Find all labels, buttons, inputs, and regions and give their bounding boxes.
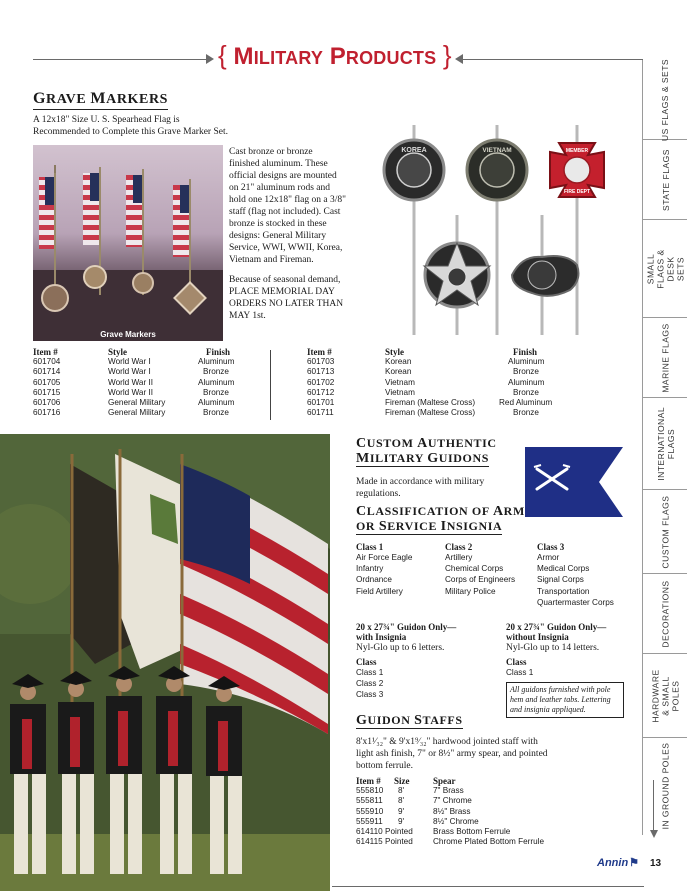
- staffs-table: Item # Size Spear 555810 8' 7" Brass 555811 8' 7" Chrome 555910 9' 8½" Brass 555911 9' 8½" Chrome 614110 Pointed Brass Bottom Ferrule 614115 Pointed Chrome Plated Bottom Ferrule: [356, 776, 636, 847]
- list-item: Chemical Corps: [445, 564, 504, 574]
- color-guard-illustration: [0, 434, 330, 891]
- list-item: Class 2: [356, 679, 384, 689]
- tab-custom-flags[interactable]: CUSTOM FLAGS: [643, 490, 687, 574]
- tab-hardware[interactable]: HARDWARE & SMALL POLES: [643, 654, 687, 738]
- svg-text:MEMBER: MEMBER: [565, 148, 589, 154]
- grave-markers-table-right: Item # Style Finish 601703 Korean Aluminum 601713 Korean Bronze 601702 Vietnam Aluminum 601712 Vietnam Bronze 601701 Fireman (Maltese Cross) Red Aluminum 601711 Fireman (Maltese Cross) Bronze: [307, 347, 567, 418]
- list-item: Infantry: [356, 564, 384, 574]
- ww2-star-marker: [424, 243, 490, 307]
- list-item: Class 3: [356, 690, 384, 700]
- vietnam-marker: [467, 140, 527, 200]
- grave-marker-products: [372, 125, 642, 335]
- header-rule-left: [33, 59, 208, 60]
- guidon-flag-illustration: [525, 447, 623, 517]
- guidon-note: All guidons furnished with pole hem and leather tabs. Lettering and insignia appliqued.: [506, 682, 624, 718]
- list-item: Class 1: [506, 668, 534, 677]
- tab-in-ground-poles[interactable]: IN GROUND POLES: [660, 742, 671, 829]
- list-item: Signal Corps: [537, 575, 584, 585]
- table-row: 601701 Fireman (Maltese Cross) Red Aluminum: [307, 397, 553, 407]
- table-row: 555911 9' 8½" Chrome: [356, 816, 479, 826]
- table-row: 601702 Vietnam Aluminum: [307, 377, 545, 387]
- table-row: 555910 9' 8½" Brass: [356, 806, 471, 816]
- tab-us-flags[interactable]: US FLAGS & SETS: [643, 60, 687, 140]
- svg-text:FIRE DEPT: FIRE DEPT: [563, 189, 591, 195]
- tab-small-flags[interactable]: SMALL FLAGS & DESK SETS: [643, 220, 687, 318]
- table-row: 601705 World War II Aluminum: [33, 377, 235, 387]
- list-item: Quartermaster Corps: [537, 597, 614, 607]
- page-number: 13: [650, 858, 662, 869]
- list-item: Air Force Eagle: [356, 553, 413, 562]
- table-row: 601703 Korean Aluminum: [307, 357, 545, 367]
- class-2-list: Class 2 Artillery Chemical Corps Corps of Engineers Military Police: [445, 542, 537, 597]
- general-military-marker: [512, 256, 578, 296]
- page-title: { MILITARY PRODUCTS }: [218, 40, 452, 70]
- grave-markers-heading: GRAVE MARKERS: [33, 90, 168, 110]
- list-item: Medical Corps: [537, 564, 590, 574]
- table-row: 601711 Fireman (Maltese Cross) Bronze: [307, 408, 539, 418]
- staffs-description: 8'x1¹⁄₃₂" & 9'x1⁹⁄₃₂" hardwood jointed staff with light ash finish, 7" or 8½" army spear, and pointed bottom ferrule.: [356, 737, 548, 771]
- tabs-down-arrow-icon: [650, 830, 658, 838]
- section-tabs: [642, 60, 687, 835]
- annin-logo: Annin⚑: [597, 857, 640, 869]
- grave-markers-table-left: Item # Style Finish 601704 World War I Aluminum 601714 World War I Bronze 601705 World War II Aluminum 601715 World War II Bronze 601706 General Military Aluminum 601716 General Military Bronze: [33, 347, 273, 418]
- table-row: 601715 World War II Bronze: [33, 387, 229, 397]
- guidons-made: Made in accordance with military regulations.: [356, 477, 485, 499]
- list-item: Artillery: [445, 553, 473, 562]
- footer-rule: [332, 886, 644, 887]
- table-row: 601704 World War I Aluminum: [33, 357, 235, 367]
- table-row: 601714 World War I Bronze: [33, 367, 229, 377]
- photo-caption: Grave Markers: [100, 330, 156, 339]
- guidon-with-insignia: 20 x 27¾" Guidon Only— with Insignia Nyl-Glo up to 6 letters. Class Class 1 Class 2 Class 3: [356, 622, 496, 701]
- tab-decorations[interactable]: DECORATIONS: [643, 574, 687, 654]
- guidons-heading: CUSTOM AUTHENTIC MILITARY GUIDONS: [356, 436, 497, 466]
- header-arrow-right-icon: [206, 54, 214, 64]
- table-row: 555810 8' 7" Brass: [356, 786, 464, 796]
- classification-heading: CLASSIFICATION OF ARM OR SERVICE INSIGNIA: [356, 504, 525, 534]
- class-1-list: Class 1 Air Force Eagle Infantry Ordnance Field Artillery: [356, 542, 446, 597]
- color-guard-photo: [0, 434, 330, 891]
- guidon-staffs-heading: GUIDON STAFFS: [356, 713, 463, 728]
- tab-international-flags[interactable]: INTERNATIONAL FLAGS: [643, 398, 687, 490]
- table-divider: [270, 350, 271, 420]
- grave-intro: A 12x18" Size U. S. Spearhead Flag is Recommended to Complete this Grave Marker Set.: [33, 115, 228, 137]
- class-3-list: Class 3 Armor Medical Corps Signal Corps Transportation Quartermaster Corps: [537, 542, 637, 608]
- tab-marine-flags[interactable]: MARINE FLAGS: [643, 318, 687, 398]
- fireman-marker: [550, 143, 604, 197]
- list-item: Transportation: [537, 586, 590, 596]
- table-row: 601713 Korean Bronze: [307, 367, 539, 377]
- table-row: 601706 General Military Aluminum: [33, 397, 235, 407]
- list-item: Armor: [537, 553, 560, 562]
- list-item: Field Artillery: [356, 586, 403, 596]
- table-row: 601712 Vietnam Bronze: [307, 387, 539, 397]
- svg-text:KOREA: KOREA: [401, 147, 427, 154]
- grave-markers-photo: [33, 145, 223, 341]
- tab-state-flags[interactable]: STATE FLAGS: [643, 140, 687, 220]
- grave-markers-illustration: [33, 145, 223, 341]
- list-item: Ordnance: [356, 575, 392, 585]
- list-item: Corps of Engineers: [445, 575, 516, 585]
- table-row: 555811 8' 7" Chrome: [356, 796, 472, 806]
- list-item: Class 1: [356, 668, 384, 677]
- tabs-down-stem: [653, 780, 654, 832]
- list-item: Military Police: [445, 586, 496, 596]
- korea-marker: [384, 140, 444, 200]
- table-row: 614115 Pointed Chrome Plated Bottom Ferrule: [356, 837, 545, 847]
- header-rule-right: [463, 59, 643, 60]
- svg-text:VIETNAM: VIETNAM: [482, 147, 512, 154]
- grave-description: Cast bronze or bronze finished aluminum. These official designs are mounted on 21" aluminum rods and hold one 12x18" flag on a 3/8" staff (flag not included). Cast bronze is stocked in these designs: General Military Service, WWI, WWII, Korea, Vietnam and Fireman. Because of seasonal demand, PLACE MEMORIAL DAY ORDERS NO LATER THAN MAY 1st.: [229, 147, 346, 321]
- header-arrow-left-icon: [455, 54, 463, 64]
- table-row: 601716 General Military Bronze: [33, 408, 229, 418]
- guidon-without-insignia: 20 x 27¾" Guidon Only— without Insignia Nyl-Glo up to 14 letters. Class Class 1: [506, 622, 636, 678]
- table-row: 614110 Pointed Brass Bottom Ferrule: [356, 826, 511, 836]
